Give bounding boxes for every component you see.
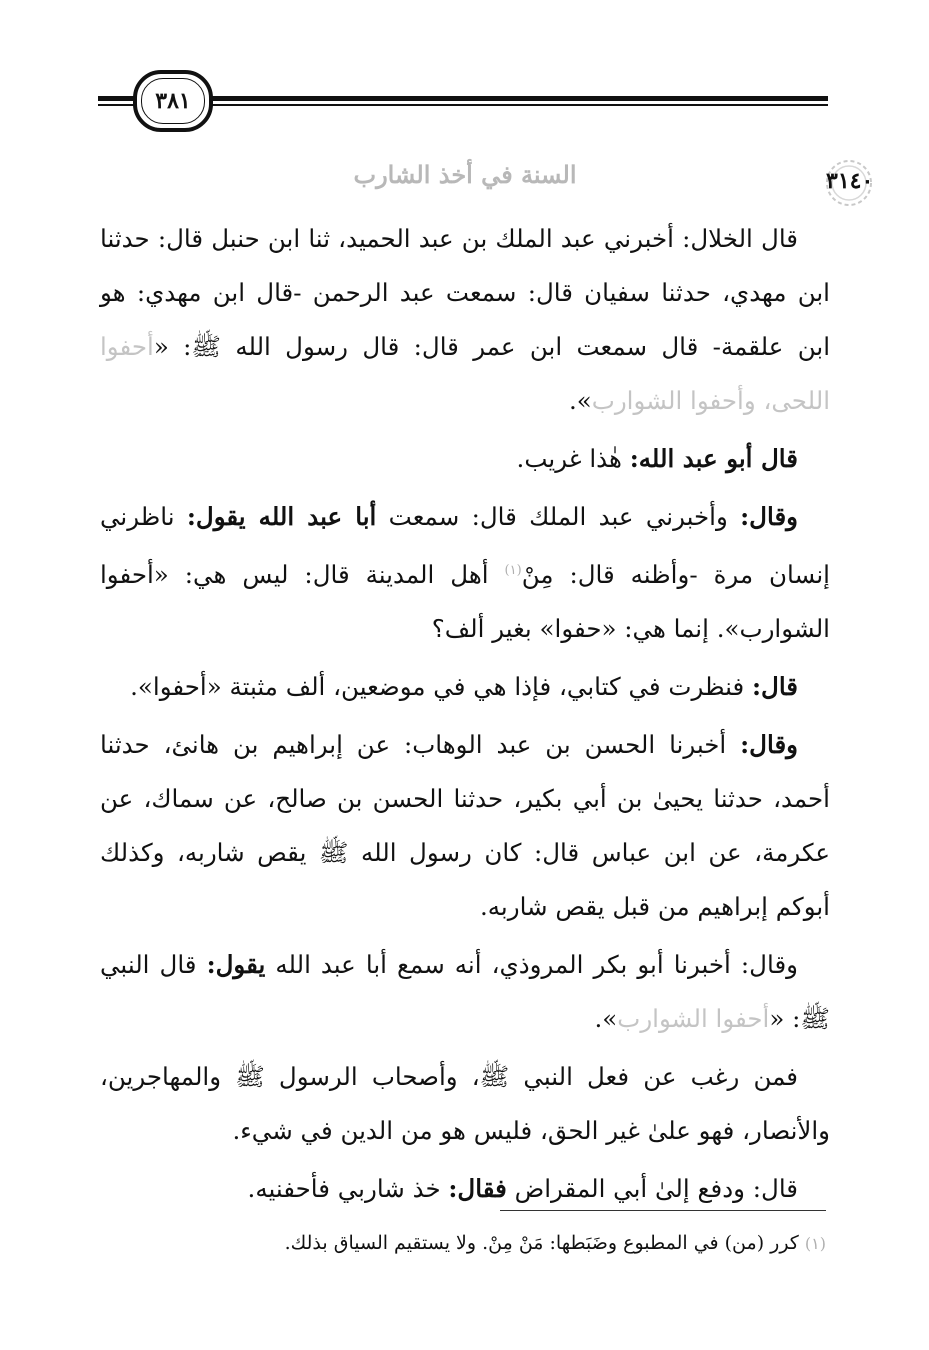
- p2-bold: قال أبو عبد الله:: [629, 444, 798, 473]
- p3-text-1: وأخبرني عبد الملك قال: سمعت: [376, 502, 741, 531]
- p1-quote-open: «: [153, 332, 184, 361]
- p1-text: قال الخلال: أخبرني عبد الملك بن عبد الحميد، ثنا ابن حنبل قال: حدثنا ابن مهدي، حدثنا سفيان قال: سمعت عبد الرحمن -قال ابن مهدي: هو ابن علقمة- قال سمعت ابن عمر قال: قال رسول الله ﷺ:: [100, 224, 830, 361]
- chapter-number: ٣١٤٠: [826, 168, 874, 194]
- page-number: ٣٨١: [155, 88, 191, 114]
- p8-text-1: قال: ودفع إلىٰ أبي المقراض: [506, 1174, 798, 1204]
- p1-hadith-quote: أحفوا اللحى، وأحفوا الشوارب: [100, 332, 830, 415]
- footnote-reference: (١): [504, 563, 522, 578]
- p5-text: أخبرنا الحسن بن عبد الوهاب: عن إبراهيم بن هانئ، حدثنا أحمد، حدثنا يحيىٰ بن أبي بكير، حدثنا الحسن بن صالح، عن سماك، عن عكرمة، عن ابن عباس قال: كان رسول الله ﷺ يقص شاربه، وكذلك أبوكم إبراهيم من قبل يقص شاربه.: [100, 730, 830, 922]
- p4-text: فنظرت في كتابي، فإذا هي في موضعين، ألف مثبتة «أحفوا».: [130, 672, 752, 702]
- paragraph-4: [100, 660, 830, 714]
- p2-text: هٰذا غريب.: [516, 444, 630, 473]
- paragraph-5: [100, 718, 830, 934]
- p6-text-2: قال النبي ﷺ: «: [100, 950, 830, 1034]
- paragraph-7: [100, 1050, 830, 1158]
- p3-text-3: أهل المدينة قال: ليس هي: «أحفوا الشوارب». إنما هي: «حفوا» بغير ألف؟: [100, 560, 830, 644]
- p6-quote-close: ».: [594, 1004, 618, 1034]
- footnote: [180, 1228, 826, 1259]
- paragraph-1: [100, 212, 830, 428]
- p7-text: فمن رغب عن فعل النبي ﷺ، وأصحاب الرسول ﷺ والمهاجرين، والأنصار، فهو علىٰ غير الحق، فليس هو من الدين في شيء.: [100, 1062, 830, 1146]
- p6-text-1: وقال: أخبرنا أبو بكر المروذي، أنه سمع أبا عبد الله: [265, 950, 798, 980]
- paragraph-2: [100, 432, 830, 486]
- footnote-divider: [500, 1210, 826, 1211]
- p8-text-2: خذ شاربي فأحفنيه.: [247, 1174, 449, 1204]
- paragraph-8: [100, 1162, 830, 1216]
- p8-bold: فقال:: [448, 1174, 507, 1204]
- running-title: السنة في أخذ الشارب: [353, 160, 577, 189]
- p3-bold-1: وقال:: [740, 502, 798, 531]
- p4-bold: قال:: [751, 672, 798, 702]
- paragraph-3: [100, 490, 830, 656]
- paragraph-6: [100, 938, 830, 1046]
- main-text: [100, 212, 830, 1220]
- p3-text-2: ناظرني إنسان مرة -وأظنه قال: مِنْ: [100, 502, 830, 590]
- page-number-badge: [133, 70, 213, 132]
- p6-hadith-quote: أحفوا الشوارب: [617, 1004, 770, 1034]
- footnote-number: (١): [804, 1234, 826, 1253]
- p5-bold: وقال:: [740, 730, 798, 760]
- p6-bold: يقول:: [206, 950, 266, 980]
- p1-quote-close: ».: [568, 386, 592, 415]
- footnote-text: كرر (من) في المطبوع وضَبَطها: مَنْ مِنْ. ولا يستقيم السياق بذلك.: [284, 1232, 805, 1254]
- p3-bold-2: أبا عبد الله يقول:: [186, 502, 377, 531]
